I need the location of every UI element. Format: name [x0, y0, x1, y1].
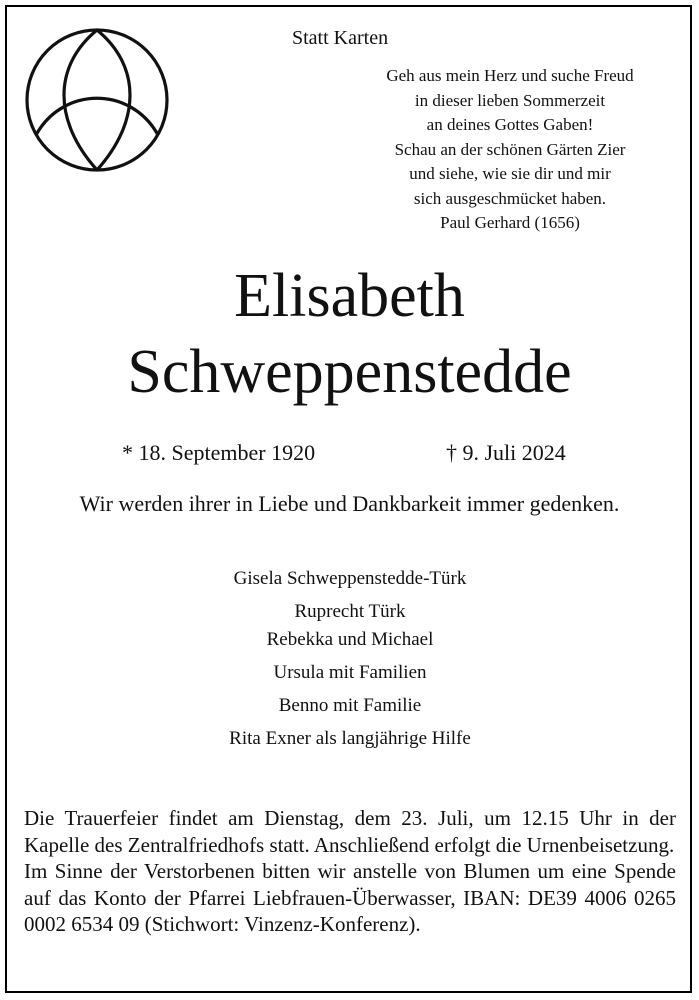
family-member: Ruprecht Türk: [294, 601, 406, 622]
ceremony-text: Die Trauerfeier findet am Dienstag, dem 23. Juli, um 12.15 Uhr in der Kapelle des Zentralfriedhofs statt. Anschließend erfolgt die Urnenbeisetzung.: [24, 806, 676, 857]
service-info: [24, 805, 676, 938]
header-label: Statt Karten: [292, 27, 389, 49]
trinity-knot-icon: [23, 26, 171, 174]
poem-line: an deines Gottes Gaben!: [426, 115, 594, 134]
poem-author: Paul Gerhard (1656): [440, 213, 580, 232]
poem-line: sich ausgeschmücket haben.: [413, 188, 607, 208]
deceased-last-name: Schweppenstedde: [127, 338, 572, 406]
donation-text: Im Sinne der Verstorbenen bitten wir anstelle von Blumen um eine Spende auf das Konto der Pfarrei Liebfrauen-Überwasser, IBAN: DE39 4006 0265 0002 6534 09 (Stichwort: Vinzenz-Konferenz).: [24, 859, 676, 936]
deceased-first-name: Elisabeth: [234, 262, 465, 330]
poem: [370, 64, 650, 236]
poem-line: in dieser lieben Sommerzeit: [414, 90, 606, 110]
family-member: Gisela Schweppenstedde-Türk: [233, 568, 467, 589]
poem-line: und siehe, wie sie dir und mir: [409, 164, 611, 183]
death-date: † 9. Juli 2024: [446, 440, 566, 465]
poem-line: Geh aus mein Herz und suche Freud: [386, 66, 634, 85]
family-list: [150, 565, 550, 758]
family-member: Rita Exner als langjährige Hilfe: [229, 728, 471, 749]
family-member: Benno mit Familie: [278, 695, 422, 716]
poem-line: Schau an der schönen Gärten Zier: [394, 139, 626, 159]
motto: Wir werden ihrer in Liebe und Dankbarkeit immer gedenken.: [79, 491, 620, 516]
family-member: Ursula mit Familien: [273, 662, 427, 683]
family-member: Rebekka und Michael: [266, 629, 434, 650]
birth-date: * 18. September 1920: [122, 440, 316, 465]
